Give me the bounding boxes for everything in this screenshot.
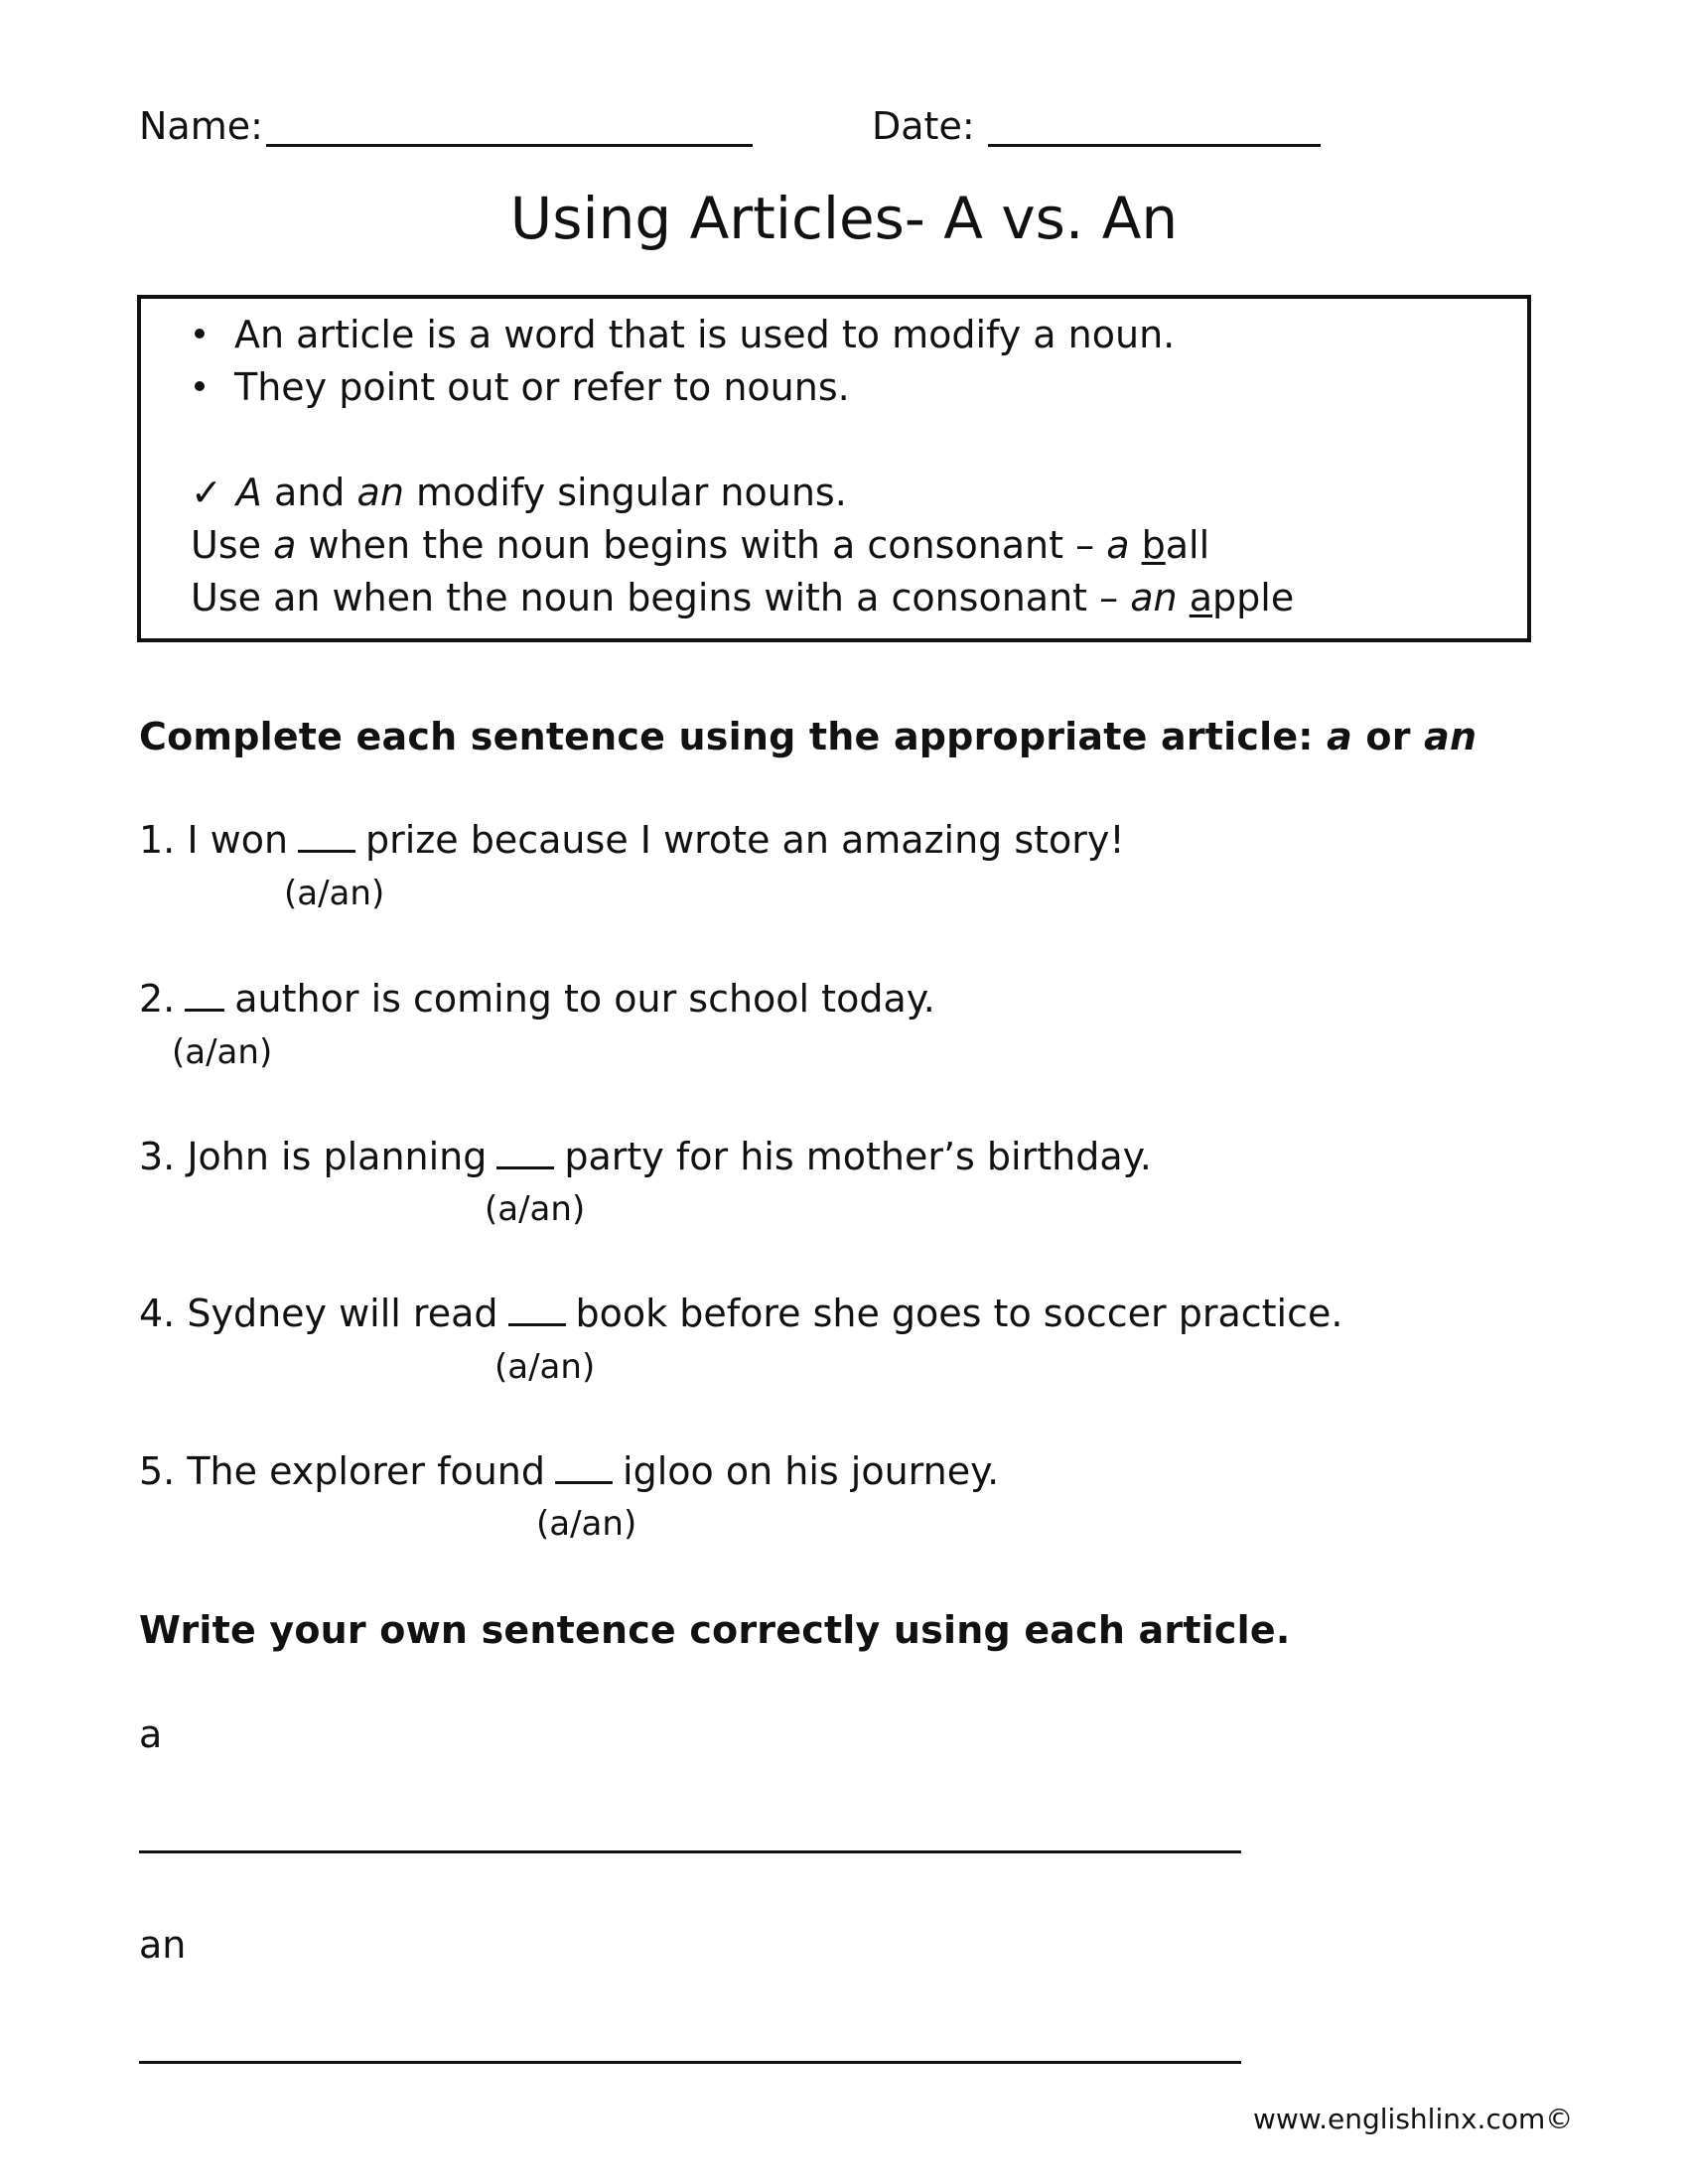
example-article: an xyxy=(1130,576,1178,619)
question-text-before: 3. John is planning xyxy=(139,1135,488,1178)
answer-blank[interactable] xyxy=(185,979,224,1012)
checkmark-icon: ✓ xyxy=(191,471,222,514)
name-field[interactable] xyxy=(266,144,753,147)
heading-or: or xyxy=(1365,715,1411,758)
question-text-before: 1. I won xyxy=(139,818,289,862)
article-a: a xyxy=(273,523,297,567)
question-text-before: 2. xyxy=(139,977,176,1021)
example-word xyxy=(1190,576,1294,619)
bullet-icon xyxy=(195,381,205,391)
example-rest: all xyxy=(1165,523,1210,567)
rule-text: when the noun begins with a consonant – xyxy=(308,523,1095,567)
footer-url: www.englishlinx.com© xyxy=(1253,2103,1574,2135)
date-label: Date: xyxy=(872,104,975,148)
question-text-before: 4. Sydney will read xyxy=(139,1292,498,1335)
rule-use-an xyxy=(191,576,1295,619)
example-rest: pple xyxy=(1212,576,1295,619)
article-a: A xyxy=(235,471,262,514)
rule-check-line xyxy=(191,471,847,514)
name-label: Name: xyxy=(139,104,263,148)
question-text-before: 5. The explorer found xyxy=(139,1449,546,1493)
write-label-a: a xyxy=(139,1712,163,1756)
question-3 xyxy=(139,1135,1152,1178)
rule-text: An article is a word that is used to modify a noun. xyxy=(234,313,1176,356)
question-5 xyxy=(139,1449,1000,1493)
question-1-hint: (a/an) xyxy=(284,874,385,913)
write-label-an: an xyxy=(139,1923,187,1967)
rule-text: Use xyxy=(191,523,261,567)
rule-text: modify singular nouns. xyxy=(416,471,847,514)
question-3-hint: (a/an) xyxy=(485,1189,586,1229)
question-2-hint: (a/an) xyxy=(172,1032,273,1072)
date-field[interactable] xyxy=(988,144,1321,147)
rule-text: Use an when the noun begins with a consonant – xyxy=(191,576,1119,619)
question-4-hint: (a/an) xyxy=(494,1347,596,1387)
heading-article-a: a xyxy=(1327,715,1352,758)
answer-blank[interactable] xyxy=(496,1137,554,1169)
rule-use-a xyxy=(191,523,1210,567)
question-text-after: igloo on his journey. xyxy=(623,1449,1000,1493)
question-text-after: party for his mother’s birthday. xyxy=(564,1135,1152,1178)
question-text-after: book before she goes to soccer practice. xyxy=(575,1292,1343,1335)
rule-bullet-1 xyxy=(195,313,1176,356)
question-2 xyxy=(139,977,935,1021)
heading-text: Complete each sentence using the appropriate article: xyxy=(139,715,1314,758)
worksheet-title: Using Articles- A vs. An xyxy=(509,185,1179,252)
example-article: a xyxy=(1106,523,1130,567)
bullet-icon xyxy=(195,329,205,339)
question-5-hint: (a/an) xyxy=(536,1504,637,1544)
heading-article-an: an xyxy=(1424,715,1477,758)
write-line-a[interactable] xyxy=(139,1850,1241,1853)
example-first-letter: b xyxy=(1141,523,1166,567)
rule-bullet-2 xyxy=(195,365,850,409)
answer-blank[interactable] xyxy=(508,1294,566,1326)
section1-heading xyxy=(139,715,1477,758)
answer-blank[interactable] xyxy=(555,1451,613,1484)
question-text-after: author is coming to our school today. xyxy=(234,977,935,1021)
example-first-letter: a xyxy=(1189,576,1213,619)
section2-heading: Write your own sentence correctly using each article. xyxy=(139,1608,1291,1652)
question-1 xyxy=(139,818,1125,862)
write-line-an[interactable] xyxy=(139,2061,1241,2064)
rule-text: They point out or refer to nouns. xyxy=(234,365,850,409)
answer-blank[interactable] xyxy=(298,820,355,853)
rule-text: and xyxy=(273,471,346,514)
example-word xyxy=(1142,523,1210,567)
question-text-after: prize because I wrote an amazing story! xyxy=(365,818,1125,862)
article-an: an xyxy=(356,471,404,514)
question-4 xyxy=(139,1292,1343,1335)
